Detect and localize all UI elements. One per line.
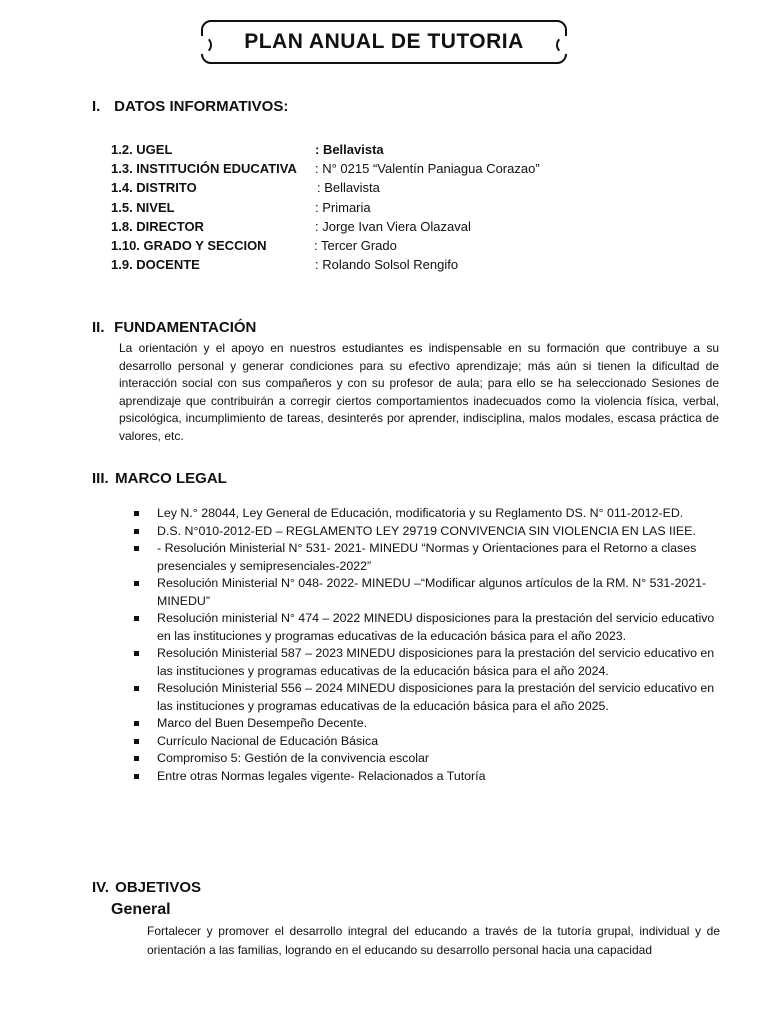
list-item-text: Resolución Ministerial N° 048- 2022- MINEDU –“Modificar algunos artículos de la RM. N° 531-2021-MINEDU” [157, 576, 707, 608]
section-title: OBJETIVOS [115, 879, 202, 896]
info-value: : Jorge Ivan Viera Olazaval [315, 219, 471, 234]
list-item-text: - Resolución Ministerial N° 531- 2021- MINEDU “Normas y Orientaciones para el Retorno a clases presenciales y semipresenciales-2022” [157, 541, 697, 573]
section-number: IV. [92, 879, 109, 896]
list-item [130, 768, 720, 786]
marco-legal-list [130, 505, 720, 785]
section-number: II. [92, 319, 105, 336]
info-label: 1.8. DIRECTOR [111, 219, 204, 234]
bullet-icon [134, 686, 139, 691]
list-item [130, 540, 720, 575]
list-item [130, 505, 720, 523]
info-label: 1.3. INSTITUCIÓN EDUCATIVA [111, 161, 297, 176]
list-item-text: Resolución ministerial N° 474 – 2022 MINEDU disposiciones para la prestación del servicio educativo en las instituciones y programas educativas de la educación básica para el año 2023. [157, 611, 715, 643]
bullet-icon [134, 756, 139, 761]
info-value: : N° 0215 “Valentín Paniagua Corazao” [315, 161, 540, 176]
bullet-icon [134, 651, 139, 656]
section-title: MARCO LEGAL [115, 470, 227, 487]
info-label: 1.10. GRADO Y SECCION [111, 238, 267, 253]
list-item [130, 715, 720, 733]
list-item [130, 680, 720, 715]
list-item [130, 575, 720, 610]
list-item-text: Currículo Nacional de Educación Básica [157, 733, 379, 748]
section-number: I. [92, 98, 101, 115]
list-item [130, 610, 720, 645]
bullet-icon [134, 739, 139, 744]
section-marco-legal [92, 470, 227, 487]
bullet-icon [134, 774, 139, 779]
bullet-icon [134, 721, 139, 726]
info-value: : Tercer Grado [314, 238, 397, 253]
bullet-icon [134, 546, 139, 551]
section-fundamentacion [92, 319, 256, 336]
list-item-text: Resolución Ministerial 556 – 2024 MINEDU disposiciones para la prestación del servicio educativo en las instituciones y programas educativas de la educación básica para el año 2025. [157, 681, 715, 713]
objetivo-general-title: General [111, 901, 171, 918]
title-box [201, 20, 567, 64]
section-number: III. [92, 470, 109, 487]
list-item-text: Resolución Ministerial 587 – 2023 MINEDU disposiciones para la prestación del servicio educativo en las instituciones y programas educativas de la educación básica para el año 2024. [157, 646, 715, 678]
info-label: 1.5. NIVEL [111, 200, 175, 215]
info-label: 1.4. DISTRITO [111, 180, 197, 195]
info-label: 1.9. DOCENTE [111, 257, 200, 272]
section-title: FUNDAMENTACIÓN [114, 319, 257, 336]
fundamentacion-text: La orientación y el apoyo en nuestros estudiantes es indispensable en su formación que contribuye a su desarrollo personal y generar condiciones para su efectivo aprendizaje; más aún si tienen la dificultad de interacción social con sus compañeros y con su profesor de aula; para ello se ha seleccionado Sesiones de aprendizaje que contribuirán a corregir ciertos comportamientos inadecuados como la violencia física, verbal, psicológica, incumplimiento de tareas, desinterés por aprender, indisciplina, malos modales, escasa práctica de valores, etc. [119, 341, 719, 443]
info-value: : Bellavista [317, 180, 380, 195]
section-objetivos [92, 879, 201, 896]
list-item-text: Marco del Buen Desempeño Decente. [157, 716, 368, 730]
info-value: : Primaria [315, 200, 371, 215]
objetivo-general-text: Fortalecer y promover el desarrollo integral del educando a través de la tutoría grupal, individual y de orientación a las familias, logrando en el educando su desarrollo personal hacia una capacidad [147, 924, 720, 957]
list-item [130, 733, 720, 751]
list-item-text: D.S. N°010-2012-ED – REGLAMENTO LEY 29719 CONVIVENCIA SIN VIOLENCIA EN LAS IIEE. [157, 523, 696, 538]
list-item [130, 750, 720, 768]
bullet-icon [134, 511, 139, 516]
info-label: 1.2. UGEL [111, 142, 173, 157]
list-item-text: Ley N.° 28044, Ley General de Educación, modificatoria y su Reglamento DS. N° 011-2012-ED. [157, 506, 684, 520]
bullet-icon [134, 581, 139, 586]
document-title: PLAN ANUAL DE TUTORIA [244, 30, 524, 53]
list-item [130, 523, 720, 541]
list-item-text: Entre otras Normas legales vigente- Relacionados a Tutoría [157, 768, 486, 783]
info-value: : Bellavista [315, 142, 384, 157]
section-title: DATOS INFORMATIVOS: [114, 98, 289, 115]
bullet-icon [134, 616, 139, 621]
list-item-text: Compromiso 5: Gestión de la convivencia escolar [157, 751, 430, 765]
list-item [130, 645, 720, 680]
bullet-icon [134, 529, 139, 534]
info-value: : Rolando Solsol Rengifo [315, 257, 459, 272]
section-datos-informativos [92, 98, 288, 115]
